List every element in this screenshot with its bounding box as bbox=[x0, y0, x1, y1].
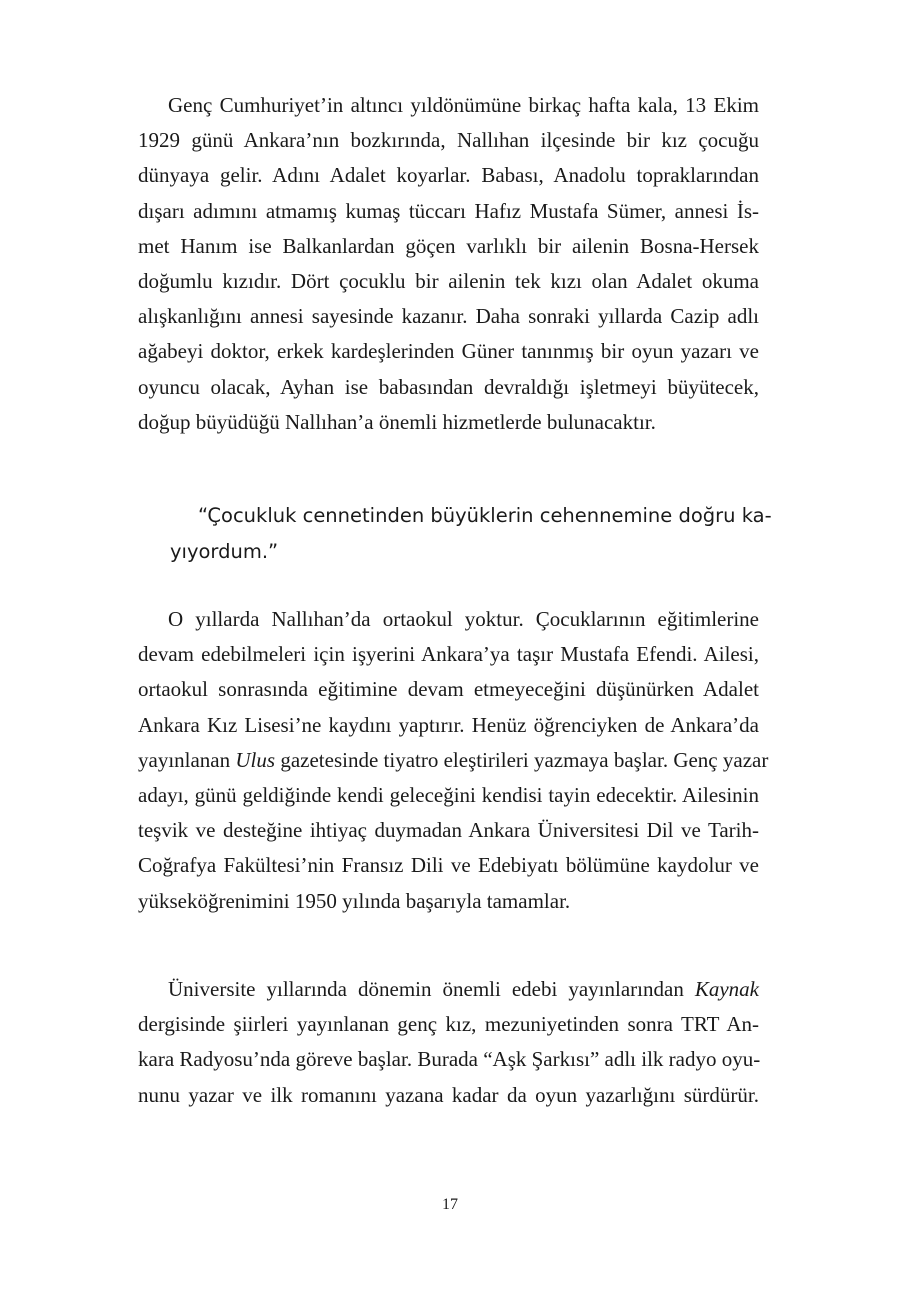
text-line: Coğrafya Fakültesi’nin Fransız Dili ve Edebiyatı bölümüne kaydolur ve bbox=[138, 853, 759, 878]
text-line: ortaokul sonrasında eğitimine devam etmeyeceğini düşünürken Adalet bbox=[138, 677, 759, 702]
text-line: Genç Cumhuriyet’in altıncı yıldönümüne birkaç hafta kala, 13 Ekim bbox=[168, 93, 759, 117]
text-line: dışarı adımını atmamış kumaş tüccarı Hafız Mustafa Sümer, annesi İs- bbox=[138, 198, 759, 223]
text-line-with-italic bbox=[138, 743, 769, 778]
text-line: devam edebilmeleri için işyerini Ankara’ya taşır Mustafa Efendi. Ailesi, bbox=[138, 642, 759, 667]
text-line: oyuncu olacak, Ayhan ise babasından devraldığı işletmeyi büyütecek, bbox=[138, 374, 759, 399]
text-line: 1929 günü Ankara’nın bozkırında, Nallıhan ilçesinde bir kız çocuğu bbox=[138, 128, 759, 153]
text-line: doğumlu kızıdır. Dört çocuklu bir ailenin tek kızı olan Adalet okuma bbox=[138, 269, 759, 294]
text-run: gazetesinde tiyatro eleştirileri yazmaya başlar. Genç yazar bbox=[275, 747, 769, 772]
page-number: 17 bbox=[442, 1196, 458, 1213]
text-line: alışkanlığını annesi sayesinde kazanır. Daha sonraki yıllarda Cazip adlı bbox=[138, 304, 759, 329]
paragraph-career bbox=[138, 972, 759, 1113]
text-line: teşvik ve desteğine ihtiyaç duymadan Ankara Üniversitesi Dil ve Tarih- bbox=[138, 818, 759, 843]
block-quote bbox=[170, 498, 772, 570]
text-line: yükseköğrenimini 1950 yılında başarıyla tamamlar. bbox=[138, 888, 571, 913]
publication-title: Ulus bbox=[235, 747, 276, 772]
text-line: kara Radyosu’nda göreve başlar. Burada “Aşk Şarkısı” adlı ilk radyo oyu- bbox=[138, 1047, 761, 1072]
text-line: Ankara Kız Lisesi’ne kaydını yaptırır. Henüz öğrenciyken de Ankara’da bbox=[138, 712, 759, 737]
quote-line: “Çocukluk cennetinden büyüklerin cehennemine doğru ka- bbox=[198, 504, 772, 527]
text-line: dergisinde şiirleri yayınlanan genç kız, mezuniyetinden sonra TRT An- bbox=[138, 1012, 759, 1037]
paragraph-birth bbox=[138, 88, 759, 440]
text-run: yayınlanan bbox=[138, 747, 236, 772]
text-line: ağabeyi doktor, erkek kardeşlerinden Güner tanınmış bir oyun yazarı ve bbox=[138, 339, 759, 364]
text-line: met Hanım ise Balkanlardan göçen varlıklı bir ailenin Bosna-Hersek bbox=[138, 233, 759, 258]
text-line: doğup büyüdüğü Nallıhan’a önemli hizmetlerde bulunacaktır. bbox=[138, 409, 656, 434]
paragraph-education bbox=[138, 602, 769, 919]
text-line-with-italic bbox=[138, 972, 759, 1007]
text-line: adayı, günü geldiğinde kendi geleceğini kendisi tayin edecektir. Ailesinin bbox=[138, 783, 759, 808]
text-line: dünyaya gelir. Adını Adalet koyarlar. Babası, Anadolu topraklarından bbox=[138, 163, 759, 188]
quote-line: yıyordum.” bbox=[170, 540, 279, 563]
text-line: nunu yazar ve ilk romanını yazana kadar da oyun yazarlığını sürdürür. bbox=[138, 1082, 759, 1107]
publication-title: Kaynak bbox=[694, 977, 759, 1001]
text-line: O yıllarda Nallıhan’da ortaokul yoktur. Çocuklarının eğitimlerine bbox=[168, 607, 759, 631]
text-run: Üniversite yıllarında dönemin önemli edebi yayınlarından bbox=[168, 977, 695, 1001]
